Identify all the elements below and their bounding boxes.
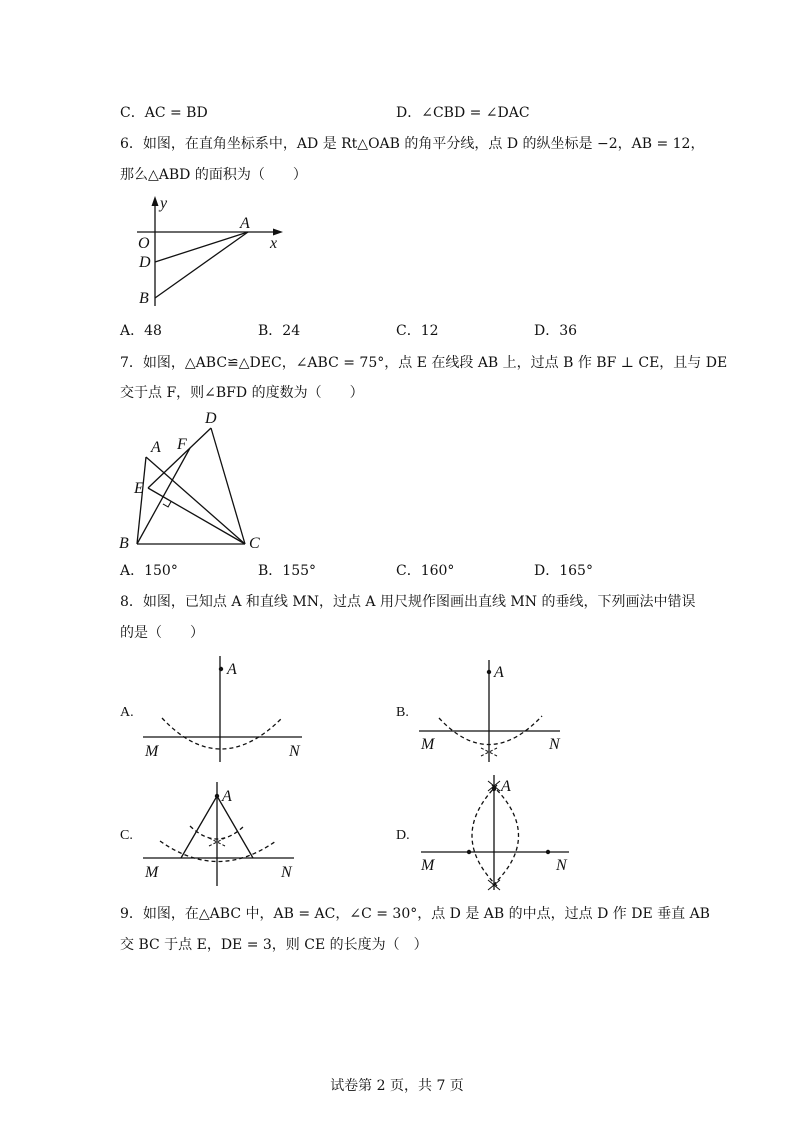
q8d-option-label: D. <box>396 828 410 843</box>
q7-label-b: B <box>119 535 129 552</box>
q8-figure-d <box>396 775 569 890</box>
q6-option-c: C．12 <box>396 323 439 339</box>
q6-stem-line1: 6．如图，在直角坐标系中，AD 是 Rt△OAB 的角平分线，点 D 的纵坐标是 −2，AB = 12， <box>120 136 705 152</box>
q6-stem-line2: 那么△ABD 的面积为（ ） <box>120 167 307 183</box>
q7-stem-line1: 7．如图，△ABC≌△DEC，∠ABC = 75°，点 E 在线段 AB 上，过点 B 作 BF ⊥ CE，且与 DE <box>120 355 728 371</box>
q6-label-x: x <box>270 235 278 252</box>
q8c-label-n: N <box>281 864 292 881</box>
q8b-point-a <box>487 670 491 674</box>
q8a-arc <box>162 718 282 749</box>
q7-label-c: C <box>249 535 260 552</box>
q5-option-c: C．AC = BD <box>120 105 208 121</box>
q9-stem-line1: 9．如图，在△ABC 中，AB = AC，∠C = 30°，点 D 是 AB 的中点，过点 D 作 DE 垂直 AB <box>120 906 710 922</box>
q8a-point-a <box>219 667 223 671</box>
q5-option-d: D．∠CBD = ∠DAC <box>396 105 530 121</box>
q8-figure-a <box>120 656 302 762</box>
q7-stem-line2: 交于点 F，则∠BFD 的度数为（ ） <box>120 385 364 401</box>
q8d-point-left <box>467 850 471 854</box>
q6-option-d: D．36 <box>534 323 578 339</box>
q7-label-f: F <box>177 436 187 453</box>
q8a-label-m: M <box>145 743 159 760</box>
q8d-left-arc <box>472 785 497 886</box>
q8b-option-label: B. <box>396 705 409 720</box>
q8c-label-m: M <box>145 864 159 881</box>
q6-option-b: B．24 <box>258 323 301 339</box>
q8c-option-label: C. <box>120 828 133 843</box>
q8d-point-right <box>546 850 550 854</box>
q8-stem-line1: 8．如图，已知点 A 和直线 MN，过点 A 用尺规作图画出直线 MN 的垂线，下列画法中错误 <box>120 594 696 610</box>
q8b-label-a: A <box>494 664 504 681</box>
q8a-label-a: A <box>227 661 237 678</box>
page-footer: 试卷第 2 页，共 7 页 <box>330 1078 464 1094</box>
q8b-arc <box>439 716 542 745</box>
q9-stem-line2: 交 BC 于点 E，DE = 3，则 CE 的长度为（ ） <box>120 937 428 953</box>
q7-label-e: E <box>134 480 144 497</box>
q8a-label-n: N <box>289 743 300 760</box>
q6-option-a: A．48 <box>120 323 162 339</box>
q8c-label-a: A <box>222 788 232 805</box>
q6-label-y: y <box>160 195 168 212</box>
q8d-label-a: A <box>501 778 511 795</box>
q7-label-a: A <box>151 439 161 456</box>
q6-label-a: A <box>240 215 250 232</box>
q8c-segment-right <box>217 796 253 858</box>
q8c-segment-left <box>181 796 217 858</box>
q8-figure-c <box>120 782 294 886</box>
q8d-label-m: M <box>421 857 435 874</box>
q8c-point-a <box>215 794 219 798</box>
q8a-option-label: A. <box>120 705 134 720</box>
q7-label-d: D <box>205 410 217 427</box>
q8d-point-a <box>492 787 496 791</box>
q8b-label-n: N <box>549 736 560 753</box>
q8d-right-arc <box>492 785 519 886</box>
q7-option-c: C．160° <box>396 563 455 579</box>
q6-label-b: B <box>139 290 149 307</box>
q6-label-o: O <box>138 235 150 252</box>
q8b-label-m: M <box>421 736 435 753</box>
q8-figure-b <box>396 660 561 762</box>
q8-stem-line2: 的是（ ） <box>120 625 204 641</box>
q6-label-d: D <box>139 254 151 271</box>
q8d-label-n: N <box>556 857 567 874</box>
q7-option-b: B．155° <box>258 563 317 579</box>
q7-option-a: A．150° <box>120 563 178 579</box>
q7-option-d: D．165° <box>534 563 593 579</box>
